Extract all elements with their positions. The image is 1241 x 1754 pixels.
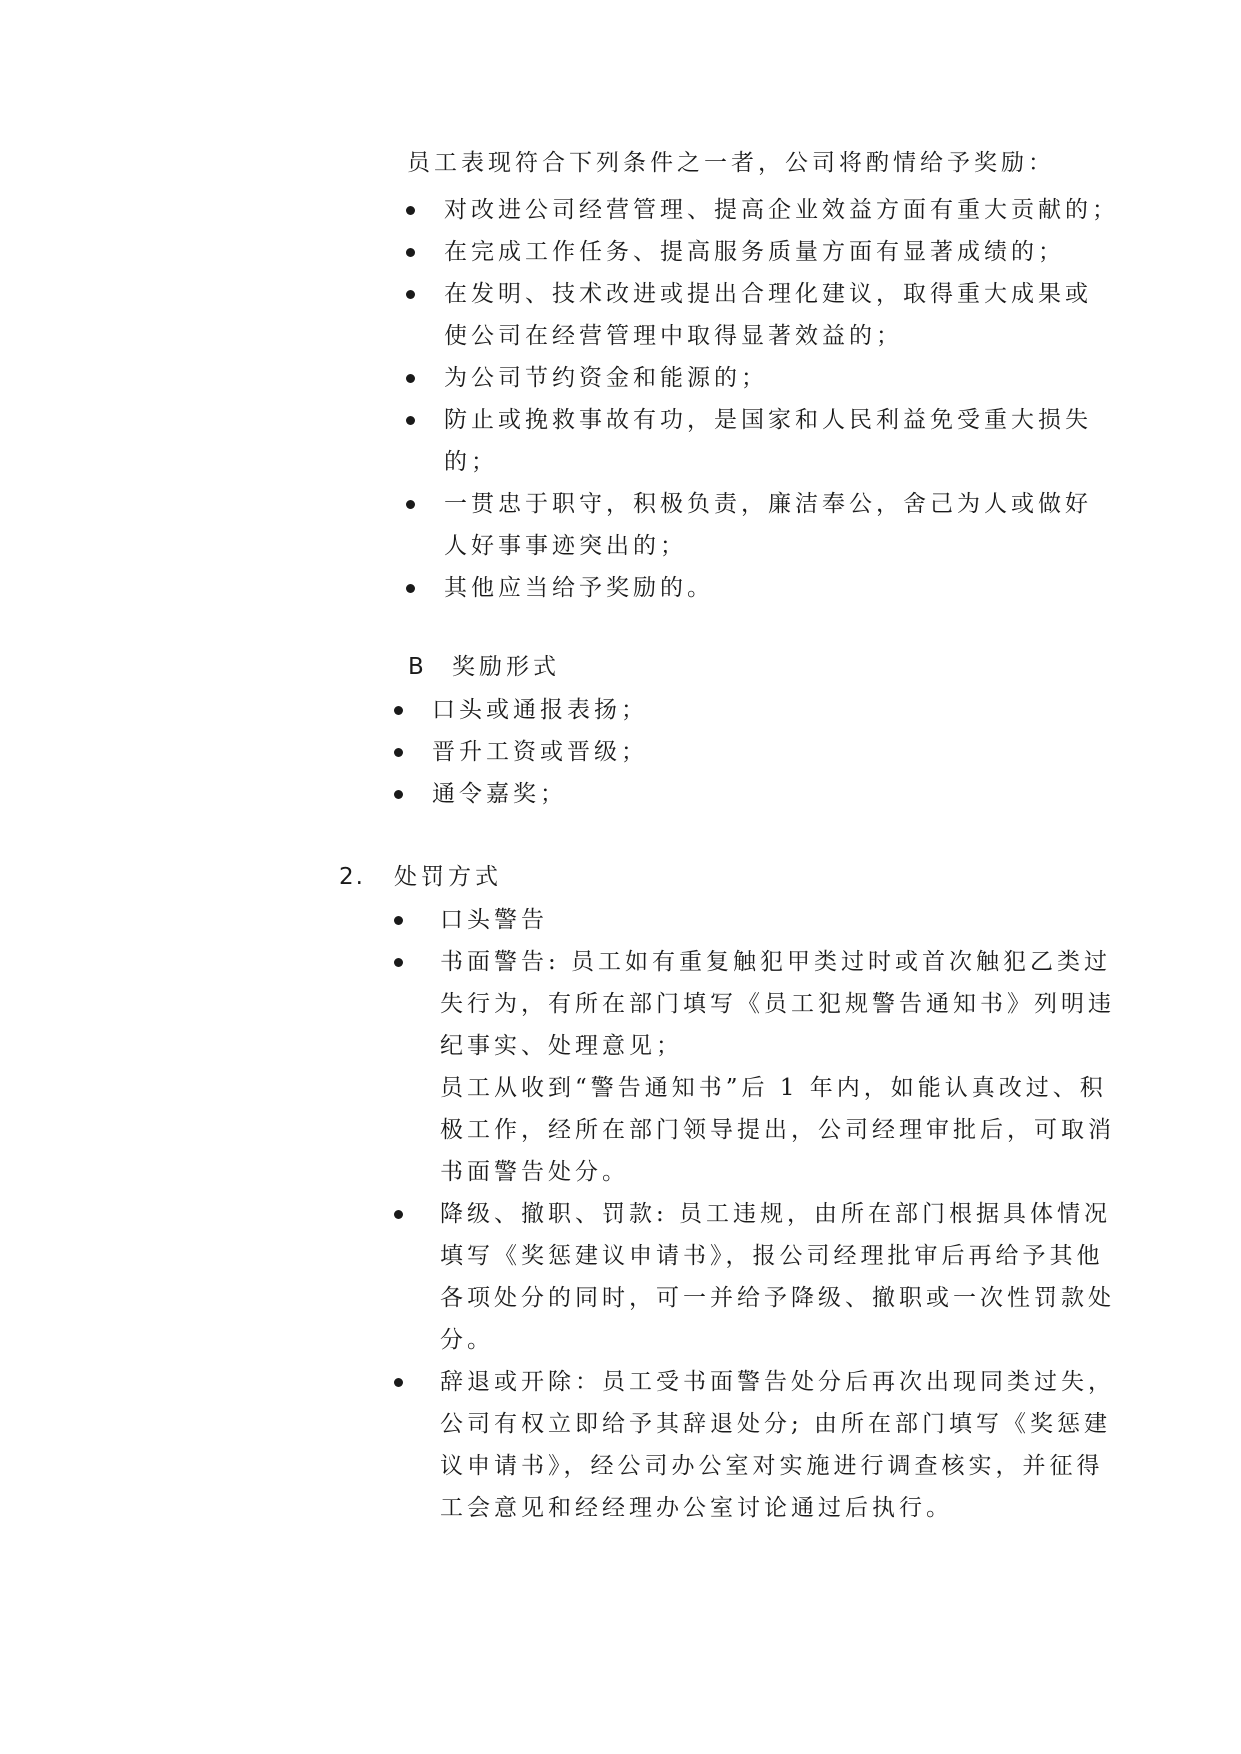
section-2-title: 处罚方式 [394,864,502,890]
list-item-continuation: 议申请书》，经公司办公室对实施进行调查核实，并征得 [440,1453,1104,1479]
bullet-icon [406,500,415,509]
bullet-icon [406,248,415,257]
list-item: 其他应当给予奖励的。 [444,575,714,601]
section-2-number: 2. [339,864,365,890]
list-item: 晋升工资或晋级； [432,739,648,765]
section-b-title: 奖励形式 [452,654,560,680]
list-item: 书面警告: 员工如有重复触犯甲类过时或首次触犯乙类过 [440,949,1112,975]
list-item-continuation: 使公司在经营管理中取得显著效益的； [444,323,903,349]
bullet-icon [394,748,403,757]
bullet-icon [406,584,415,593]
section-b-marker: B [408,654,426,680]
list-item: 一贯忠于职守，积极负责，廉洁奉公，舍己为人或做好 [444,491,1092,517]
bullet-icon [406,290,415,299]
list-item: 在发明、技术改进或提出合理化建议，取得重大成果或 [444,281,1092,307]
list-item-continuation: 人好事事迹突出的； [444,533,687,559]
bullet-icon [406,374,415,383]
list-item: 在完成工作任务、提高服务质量方面有显著成绩的； [444,239,1065,265]
list-item-continuation: 极工作，经所在部门领导提出，公司经理审批后，可取消 [440,1117,1115,1143]
list-item: 为公司节约资金和能源的； [444,365,768,391]
list-item-continuation: 的； [444,449,498,475]
intro-text: 员工表现符合下列条件之一者，公司将酌情给予奖励： [407,150,1055,176]
bullet-icon [406,416,415,425]
list-item-continuation: 工会意见和经经理办公室讨论通过后执行。 [440,1495,953,1521]
bullet-icon [394,1378,403,1387]
list-item: 通令嘉奖； [432,781,567,807]
list-item: 降级、撤职、罚款: 员工违规，由所在部门根据具体情况 [440,1201,1112,1227]
bullet-icon [394,706,403,715]
list-item-continuation: 各项处分的同时，可一并给予降级、撤职或一次性罚款处 [440,1285,1115,1311]
bullet-icon [394,958,403,967]
list-item-continuation: 纪事实、处理意见； [440,1033,683,1059]
bullet-icon [406,206,415,215]
list-item-continuation: 失行为，有所在部门填写《员工犯规警告通知书》列明违 [440,991,1115,1017]
list-item: 对改进公司经营管理、提高企业效益方面有重大贡献的； [444,197,1119,223]
list-item-continuation: 分。 [440,1327,494,1353]
list-item: 防止或挽救事故有功，是国家和人民利益免受重大损失 [444,407,1092,433]
list-item-continuation: 公司有权立即给予其辞退处分; 由所在部门填写《奖惩建 [440,1411,1112,1437]
list-item: 口头或通报表扬； [432,697,648,723]
list-item-continuation: 填写《奖惩建议申请书》，报公司经理批审后再给予其他 [440,1243,1104,1269]
list-item-continuation: 书面警告处分。 [440,1159,629,1185]
list-item-continuation: 员工从收到“警告通知书”后 1 年内，如能认真改过、积 [440,1075,1107,1101]
bullet-icon [394,916,403,925]
list-item: 辞退或开除：员工受书面警告处分后再次出现同类过失， [440,1369,1115,1395]
bullet-icon [394,790,403,799]
bullet-icon [394,1210,403,1219]
list-item: 口头警告 [440,907,548,933]
